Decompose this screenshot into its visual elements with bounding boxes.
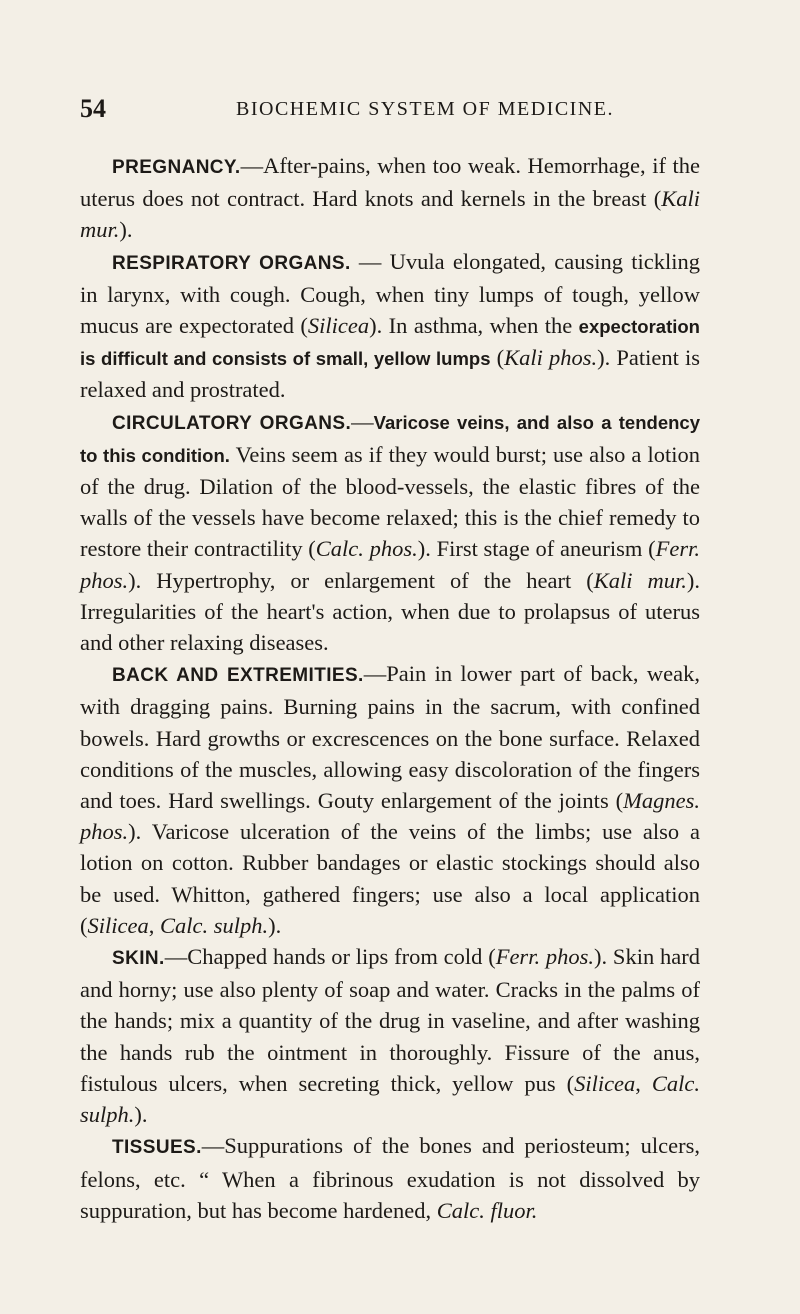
remedy-name: Kali mur. — [593, 567, 687, 593]
remedy-name: Ferr. phos. — [80, 536, 700, 593]
text-run: — Uvula elongated, causing tickling in larynx, with cough. Cough, when tiny lumps of tough, yellow mucus are expectorated ( — [80, 248, 701, 339]
remedy-name: Calc. phos. — [315, 536, 418, 562]
page-number: 54 — [80, 94, 106, 123]
remedy-name: Calc. fluor. — [436, 1197, 538, 1223]
text-run: ). — [119, 217, 133, 243]
section-heading: PREGNANCY. — [112, 157, 241, 178]
text-run: —Chapped hands or lips from cold ( — [164, 944, 496, 970]
text-run: —Suppurations of the bones and periosteum; ulcers, felons, etc. “ When a fibrinous exudation is not dissolved by suppuration, but has become hardened, — [80, 1133, 700, 1223]
section-heading: CIRCULATORY ORGANS. — [112, 412, 352, 434]
text-run: —Pain in lower part of back, weak, with dragging pains. Burning pains in the sacrum, with confined bowels. Hard growths or excrescences on the bone surface. Relaxed conditions of the muscles, allowing easy discoloration of the fingers and toes. Hard swellings. Gouty enlargement of the joints ( — [80, 661, 700, 814]
remedy-name: Silicea — [574, 1070, 636, 1096]
remedy-name: Silicea — [87, 912, 149, 938]
text-run: ). First stage of aneurism ( — [417, 536, 656, 562]
body-text — [80, 150, 700, 1226]
section-heading: TISSUES. — [112, 1137, 202, 1159]
emphasized-text: Varicose veins, and also a tendency to this condition. — [80, 411, 700, 466]
paragraph-skin — [80, 941, 700, 1130]
text-run: ). — [268, 912, 282, 938]
text-run: ). Varicose ulceration of the veins of the limbs; use also a lotion on cotton. Rubber bandages or elastic stockings should also be used. Whitton, gathered fingers; use also a local application ( — [80, 819, 700, 938]
paragraph-circulatory-organs — [80, 406, 700, 659]
remedy-name: Kali phos. — [504, 345, 598, 371]
section-heading: RESPIRATORY ORGANS. — [112, 252, 351, 274]
paragraph-back-and-extremities — [80, 658, 700, 941]
remedy-name: Calc. sulph. — [159, 912, 269, 938]
emphasized-text: expectoration is difficult and consists of small, yellow lumps — [80, 316, 700, 370]
text-run: ). Skin hard and horny; use also plenty of soap and water. Cracks in the palms of the hands; mix a quantity of the drug in vaseline, and after washing the hands rub the ointment in thoroughly. Fissure of the anus, fistulous ulcers, when secreting thick, yellow pus ( — [80, 944, 700, 1096]
text-run: ). Hypertrophy, or enlargement of the heart ( — [128, 567, 594, 593]
section-heading: BACK AND EXTREMITIES. — [112, 665, 364, 687]
text-run: Veins seem as if they would burst; use also a lotion of the drug. Dilation of the blood-vessels, the elastic fibres of the walls of the vessels have become relaxed; this is the chief remedy to restore their contractility ( — [80, 441, 700, 562]
remedy-name: Kali mur. — [80, 186, 700, 243]
text-run: — — [351, 408, 374, 434]
section-heading: SKIN. — [112, 948, 165, 970]
text-run: ). — [134, 1102, 148, 1128]
paragraph-respiratory-organs — [80, 246, 700, 406]
remedy-name: Silicea — [307, 313, 370, 339]
paragraph-tissues — [80, 1130, 700, 1226]
running-title: BIOCHEMIC SYSTEM OF MEDICINE. — [236, 98, 614, 120]
paragraph-pregnancy — [80, 150, 700, 246]
text-run: , — [635, 1070, 652, 1096]
text-run: , — [148, 912, 160, 938]
text-run: ). In asthma, when the — [369, 313, 579, 339]
text-run: —After-pains, when too weak. Hemorrhage, if the uterus does not contract. Hard knots and kernels in the breast ( — [80, 153, 700, 212]
text-run: ). Patient is relaxed and prostrated. — [80, 345, 700, 403]
text-run: ( — [490, 345, 505, 371]
text-run: ). Irregularities of the heart's action, when due to prolapsus of uterus and other relaxing diseases. — [80, 567, 700, 656]
remedy-name: Magnes. phos. — [80, 788, 700, 845]
page-header — [80, 94, 700, 134]
remedy-name: Calc. sulph. — [80, 1070, 700, 1128]
remedy-name: Ferr. phos. — [495, 944, 595, 970]
